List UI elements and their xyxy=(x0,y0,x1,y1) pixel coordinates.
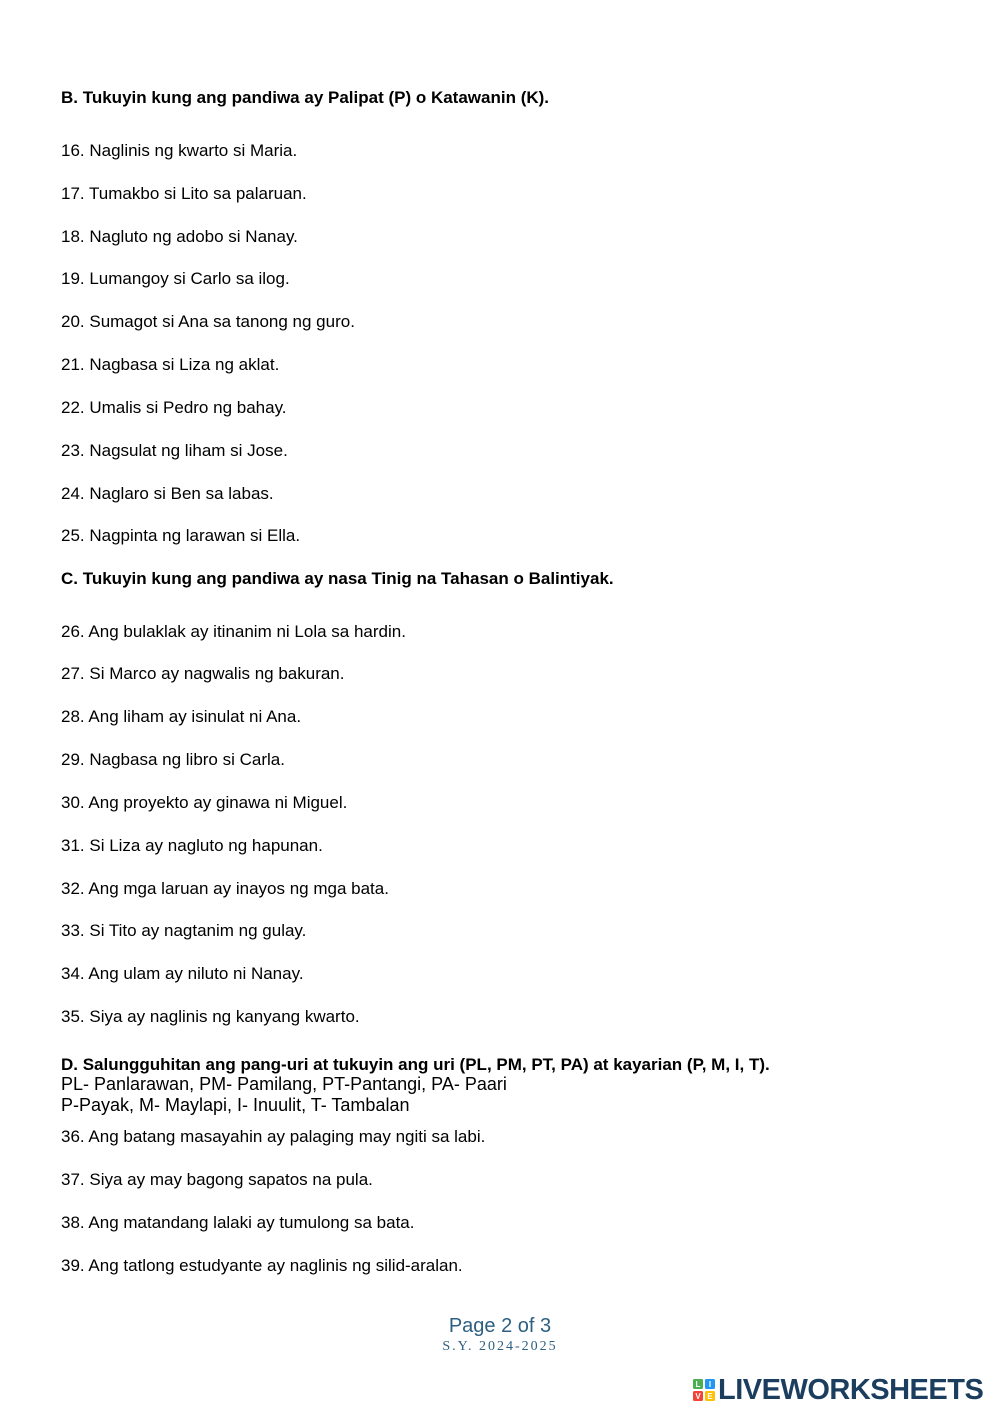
list-item: 21. Nagbasa si Liza ng aklat. xyxy=(61,355,280,374)
list-item: 26. Ang bulaklak ay itinanim ni Lola sa hardin. xyxy=(61,622,406,641)
section-d-legend-uri: PL- Panlarawan, PM- Pamilang, PT-Pantangi, PA- Paari xyxy=(61,1074,507,1094)
list-item: 19. Lumangoy si Carlo sa ilog. xyxy=(61,269,290,288)
svg-text:I: I xyxy=(708,1380,712,1389)
list-item: 30. Ang proyekto ay ginawa ni Miguel. xyxy=(61,793,348,812)
page-number: Page 2 of 3 xyxy=(448,1315,552,1337)
list-item: 24. Naglaro si Ben sa labas. xyxy=(61,484,274,503)
list-item: 17. Tumakbo si Lito sa palaruan. xyxy=(61,184,307,203)
list-item: 37. Siya ay may bagong sapatos na pula. xyxy=(61,1170,373,1189)
section-d-heading: D. Salungguhitan ang pang-uri at tukuyin ang uri (PL, PM, PT, PA) at kayarian (P, M, I, T). xyxy=(61,1055,770,1074)
section-d-legend-kayarian: P-Payak, M- Maylapi, I- Inuulit, T- Tambalan xyxy=(61,1095,410,1115)
list-item: 32. Ang mga laruan ay inayos ng mga bata. xyxy=(61,879,389,898)
list-item: 36. Ang batang masayahin ay palaging may ngiti sa labi. xyxy=(61,1127,486,1146)
list-item: 25. Nagpinta ng larawan si Ella. xyxy=(61,526,301,545)
section-c-heading: C. Tukuyin kung ang pandiwa ay nasa Tinig na Tahasan o Balintiyak. xyxy=(61,569,614,588)
svg-text:V: V xyxy=(695,1392,701,1401)
list-item: 34. Ang ulam ay niluto ni Nanay. xyxy=(61,964,304,983)
list-item: 23. Nagsulat ng liham si Jose. xyxy=(61,441,288,460)
list-item: 22. Umalis si Pedro ng bahay. xyxy=(61,398,287,417)
list-item: 35. Siya ay naglinis ng kanyang kwarto. xyxy=(61,1007,360,1026)
list-item: 31. Si Liza ay nagluto ng hapunan. xyxy=(61,836,323,855)
section-b-heading: B. Tukuyin kung ang pandiwa ay Palipat (P) o Katawanin (K). xyxy=(61,88,550,107)
list-item: 16. Naglinis ng kwarto si Maria. xyxy=(61,141,298,160)
liveworksheets-logo-icon xyxy=(692,1378,716,1402)
school-year: S.Y. 2024-2025 xyxy=(442,1339,558,1354)
brand-name: LIVEWORKSHEETS xyxy=(718,1373,984,1406)
svg-text:E: E xyxy=(707,1392,713,1401)
list-item: 18. Nagluto ng adobo si Nanay. xyxy=(61,227,298,246)
list-item: 39. Ang tatlong estudyante ay naglinis ng silid-aralan. xyxy=(61,1256,463,1275)
list-item: 38. Ang matandang lalaki ay tumulong sa bata. xyxy=(61,1213,415,1232)
list-item: 20. Sumagot si Ana sa tanong ng guro. xyxy=(61,312,355,331)
svg-text:L: L xyxy=(695,1380,701,1389)
list-item: 29. Nagbasa ng libro si Carla. xyxy=(61,750,285,769)
list-item: 27. Si Marco ay nagwalis ng bakuran. xyxy=(61,664,345,683)
liveworksheets-brand[interactable] xyxy=(692,1374,983,1406)
list-item: 28. Ang liham ay isinulat ni Ana. xyxy=(61,707,302,726)
list-item: 33. Si Tito ay nagtanim ng gulay. xyxy=(61,921,307,940)
